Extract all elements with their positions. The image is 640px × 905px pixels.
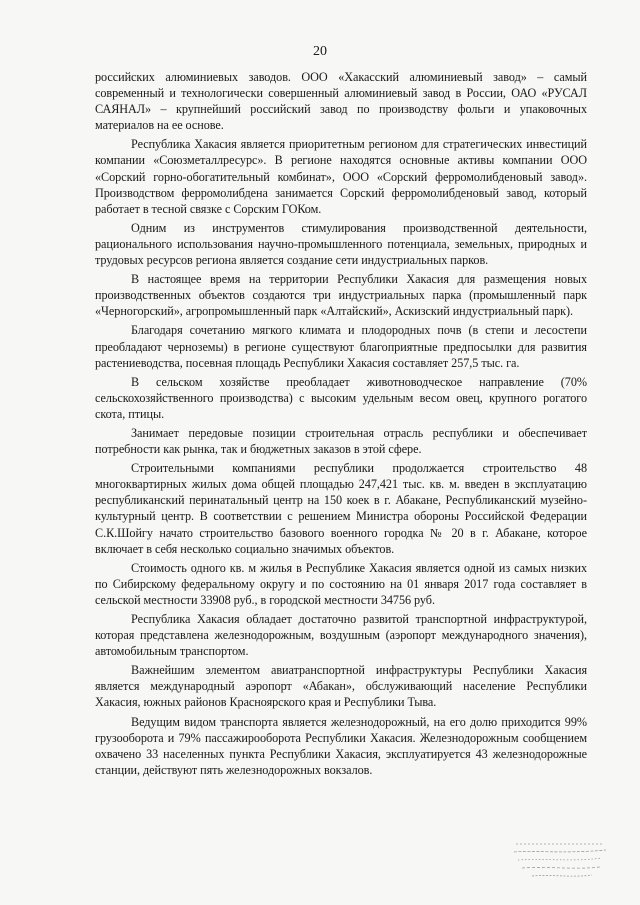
paragraph: Строительными компаниями республики продолжается строительство 48 многоквартирных жилых дома общей площадью 247,421 тыс. кв. м. введен в эксплуатацию республиканский перинатальный центр на 150 коек в г. Абакане, Республиканский музейно-культурный центр. В соответствии с решением Министра обороны Российской Федерации С.К.Шойгу начато строительство базового военного городка № 20 в г. Абакане, которое включает в себя несколько социально значимых объектов. [95, 461, 587, 556]
paragraph: Занимает передовые позиции строительная отрасль республики и обеспечивает потребности как рынка, так и бюджетных заказов в этой сфере. [95, 425, 587, 457]
page-number: 20 [313, 44, 327, 59]
paragraph: Республика Хакасия является приоритетным регионом для стратегических инвестиций компании «Союзметаллресурс». В регионе находятся основные активы компании ООО «Сорский горно-обогатительный комбинат», ООО «Сорский ферромолибденовый завод». Производством ферромолибдена занимается Сорский ферромолибденовый завод, который работает в тесной связке с Сорским ГОКом. [95, 137, 587, 216]
paragraph: Стоимость одного кв. м жилья в Республике Хакасия является одной из самых низких по Сибирскому федеральному округу и по состоянию на 01 января 2017 года составляет в сельской местности 33908 руб., в городской местности 34756 руб. [95, 560, 587, 607]
paragraph-continuation: российских алюминиевых заводов. ООО «Хакасский алюминиевый завод» – самый современный и технологически совершенный алюминиевый завод в России, ОАО «РУСАЛ САЯНАЛ» – крупнейший российский завод по производству фольги и упаковочных материалов на ее основе. [95, 70, 587, 133]
paragraph: В сельском хозяйстве преобладает животноводческое направление (70% сельскохозяйственного производства) с высоким удельным весом овец, крупного рогатого скота, птицы. [95, 374, 587, 421]
paragraph: Ведущим видом транспорта является железнодорожный, на его долю приходится 99% грузооборота и 79% пассажирооборота Республики Хакасия. Железнодорожным сообщением охвачено 33 населенных пункта Республики Хакасия, эксплуатируется 43 железнодорожные станции, действуют пять железнодорожных вокзалов. [95, 714, 587, 777]
stamp-mark [512, 838, 610, 886]
paragraph: В настоящее время на территории Республики Хакасия для размещения новых производственных объектов создаются три индустриальных парка (промышленный парк «Черногорский», агропромышленный парк «Алтайский», Аскизский индустриальный парк). [95, 272, 587, 319]
paragraph: Одним из инструментов стимулирования производственной деятельности, рационального использования научно-промышленного потенциала, земельных, природных и трудовых ресурсов региона является создание сети индустриальных парков. [95, 220, 587, 268]
paragraph: Важнейшим элементом авиатранспортной инфраструктуры Республики Хакасия является международный аэропорт «Абакан», обслуживающий население Республики Хакасия, южных районов Красноярского края и Республики Тыва. [95, 663, 587, 710]
document-body [95, 69, 587, 781]
paragraph: Республика Хакасия обладает достаточно развитой транспортной инфраструктурой, которая представлена железнодорожным, воздушным (аэропорт международного значения), автомобильным транспортом. [95, 612, 587, 659]
paragraph: Благодаря сочетанию мягкого климата и плодородных почв (в степи и лесостепи преобладают черноземы) в регионе существуют благоприятные предпосылки для развития растениеводства, посевная площадь Республики Хакасия составляет 257,5 тыс. га. [95, 323, 587, 370]
